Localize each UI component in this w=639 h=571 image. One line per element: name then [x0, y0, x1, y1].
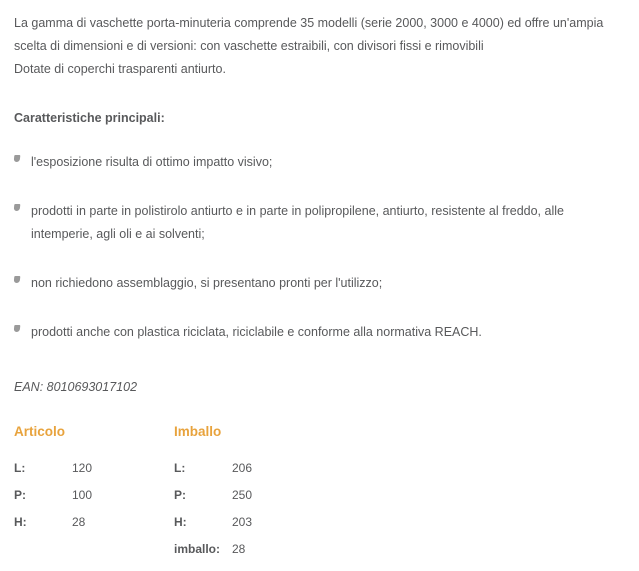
- dimensions-tables: [14, 424, 625, 569]
- bullet-marker-icon: [14, 321, 28, 332]
- table-row: [174, 461, 334, 475]
- spec-label: H:: [14, 515, 27, 529]
- packaging-dimensions-table: [174, 424, 334, 569]
- spec-value: 250: [232, 488, 253, 502]
- list-item-label: non richiedono assemblaggio, si presentano pronti per l'utilizzo;: [31, 276, 383, 290]
- intro-line-1: La gamma di vaschette porta-minuteria comprende 35 modelli (serie 2000, 3000 e 4000) ed offre un'ampia: [14, 16, 604, 30]
- table-row: [14, 461, 174, 475]
- spec-label: imballo:: [174, 542, 221, 556]
- intro-line-3: Dotate di coperchi trasparenti antiurto.: [14, 62, 226, 76]
- list-item: [14, 151, 625, 174]
- spec-label: L:: [174, 461, 186, 475]
- spec-label: L:: [14, 461, 26, 475]
- article-dimensions-table: [14, 424, 174, 569]
- spec-value: 28: [232, 542, 246, 556]
- table-row: [174, 488, 334, 502]
- section-title: Caratteristiche principali:: [14, 111, 165, 125]
- features-list: [14, 151, 625, 344]
- table-row: [14, 488, 174, 502]
- list-item: [14, 272, 625, 295]
- article-table-title: Articolo: [14, 424, 66, 439]
- list-item-label: prodotti anche con plastica riciclata, riciclabile e conforme alla normativa REACH.: [31, 325, 482, 339]
- packaging-table-title: Imballo: [174, 424, 222, 439]
- table-row: [14, 515, 174, 529]
- table-row: [174, 542, 334, 556]
- spec-label: H:: [174, 515, 187, 529]
- list-item-label: prodotti in parte in polistirolo antiurto e in parte in polipropilene, antiurto, resistente al freddo, alle intemperie, agli oli e ai solventi;: [31, 204, 564, 241]
- bullet-marker-icon: [14, 151, 28, 162]
- list-item: [14, 321, 625, 344]
- list-item-label: l'esposizione risulta di ottimo impatto visivo;: [31, 155, 273, 169]
- bullet-marker-icon: [14, 272, 28, 283]
- spec-value: 203: [232, 515, 253, 529]
- spec-value: 100: [72, 488, 93, 502]
- spec-label: P:: [14, 488, 26, 502]
- spec-value: 206: [232, 461, 253, 475]
- spec-value: 28: [72, 515, 86, 529]
- list-item: [14, 200, 625, 246]
- bullet-marker-icon: [14, 200, 28, 211]
- spec-label: P:: [174, 488, 186, 502]
- intro-paragraph: [14, 12, 624, 81]
- spec-value: 120: [72, 461, 93, 475]
- ean-code: EAN: 8010693017102: [14, 380, 138, 394]
- table-row: [174, 515, 334, 529]
- intro-line-2: scelta di dimensioni e di versioni: con vaschette estraibili, con divisori fissi e rimovibili: [14, 39, 484, 53]
